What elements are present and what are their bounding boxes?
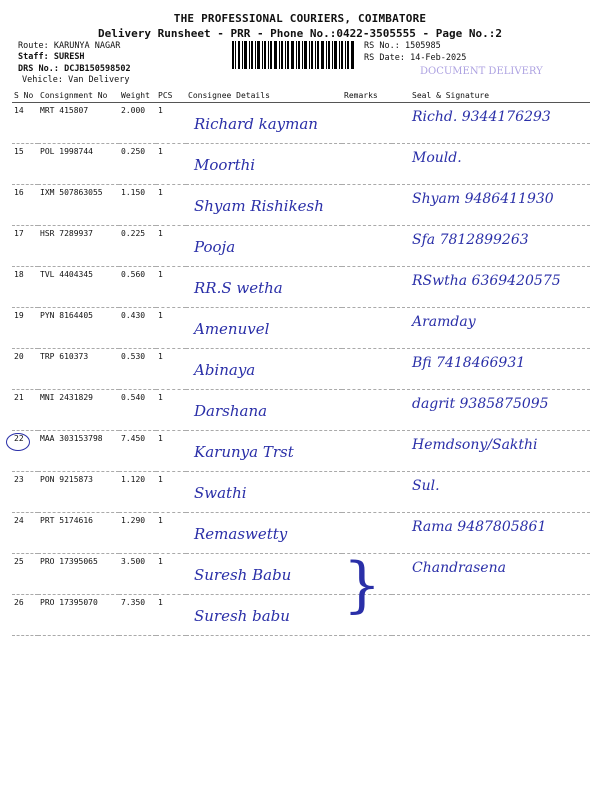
drs-line (18, 64, 131, 74)
cell-pcs: 1 (156, 390, 186, 431)
col-header-weight: Weight (119, 88, 156, 103)
staff-line (18, 52, 85, 62)
cell-sno: 18 (12, 267, 38, 308)
signature-handwriting: Hemdsony/Sakthi (412, 437, 538, 453)
cell-consignment: TVL 4404345 (38, 267, 119, 308)
consignee-handwriting: Swathi (194, 484, 247, 502)
delivery-stamp: DOCUMENT DELIVERY (420, 66, 543, 77)
cell-consignee (186, 308, 342, 349)
cell-remarks (342, 308, 392, 349)
cell-pcs: 1 (156, 185, 186, 226)
signature-handwriting: Richd. 9344176293 (412, 109, 551, 125)
staff-label: Staff: (18, 52, 49, 62)
cell-remarks (342, 472, 392, 513)
table-row (12, 431, 590, 472)
drs-value: DCJB150598502 (64, 64, 131, 74)
col-header-remarks: Remarks (342, 88, 392, 103)
table-row (12, 226, 590, 267)
rs-no-line (364, 41, 441, 51)
cell-weight: 1.290 (119, 513, 156, 554)
circle-mark-row-22 (6, 433, 30, 451)
cell-consignment: MRT 415807 (38, 103, 119, 144)
signature-handwriting: Bfi 7418466931 (412, 355, 526, 371)
consignee-handwriting: Richard kayman (194, 115, 318, 133)
cell-weight: 1.120 (119, 472, 156, 513)
vehicle-value: Van Delivery (68, 75, 130, 85)
cell-weight: 0.225 (119, 226, 156, 267)
cell-consignee (186, 267, 342, 308)
rs-date-line (364, 53, 466, 63)
cell-signature (392, 185, 590, 226)
cell-pcs: 1 (156, 595, 186, 636)
cell-pcs: 1 (156, 144, 186, 185)
cell-signature (392, 267, 590, 308)
table-body (12, 103, 590, 636)
runsheet-title: Delivery Runsheet - PRR - Phone No.:0422-3505555 - Page No.:2 (98, 27, 502, 40)
cell-consignee (186, 390, 342, 431)
cell-sno: 23 (12, 472, 38, 513)
rs-no-label: RS No.: (364, 41, 400, 51)
col-header-consignee: Consignee Details (186, 88, 342, 103)
signature-handwriting: dagrit 9385875095 (412, 396, 549, 412)
cell-sno: 20 (12, 349, 38, 390)
consignee-handwriting: Suresh Babu (194, 566, 292, 584)
consignee-handwriting: RR.S wetha (194, 279, 283, 297)
consignee-handwriting: Pooja (194, 238, 236, 256)
cell-remarks (342, 226, 392, 267)
cell-signature (392, 472, 590, 513)
cell-consignee (186, 185, 342, 226)
cell-consignment: POL 1998744 (38, 144, 119, 185)
cell-consignment: PRT 5174616 (38, 513, 119, 554)
cell-remarks (342, 390, 392, 431)
barcode-image (232, 41, 354, 69)
signature-handwriting: Aramday (412, 314, 476, 330)
cell-pcs: 1 (156, 472, 186, 513)
cell-consignment: PRO 17395065 (38, 554, 119, 595)
cell-signature (392, 308, 590, 349)
cell-signature (392, 103, 590, 144)
rs-date-value: 14-Feb-2025 (410, 53, 467, 63)
staff-value: SURESH (53, 52, 85, 62)
cell-weight: 0.530 (119, 349, 156, 390)
route-line (18, 41, 120, 51)
cell-consignment: IXM 507863055 (38, 185, 119, 226)
cell-sno: 25 (12, 554, 38, 595)
cell-remarks (342, 185, 392, 226)
consignee-handwriting: Karunya Trst (194, 443, 294, 461)
signature-handwriting: Rama 9487805861 (412, 519, 547, 535)
table-row (12, 595, 590, 636)
cell-pcs: 1 (156, 554, 186, 595)
cell-sno: 14 (12, 103, 38, 144)
rs-date-label: RS Date: (364, 53, 405, 63)
table-row (12, 349, 590, 390)
brace-mark: } (343, 550, 382, 620)
cell-weight: 2.000 (119, 103, 156, 144)
col-header-consignment: Consignment No (38, 88, 119, 103)
cell-remarks (342, 431, 392, 472)
cell-weight: 1.150 (119, 185, 156, 226)
col-header-signature: Seal & Signature (392, 88, 590, 103)
cell-consignee (186, 595, 342, 636)
cell-signature (392, 595, 590, 636)
cell-consignment: MNI 2431829 (38, 390, 119, 431)
table-row (12, 472, 590, 513)
consignee-handwriting: Darshana (194, 402, 268, 420)
signature-handwriting: RSwtha 6369420575 (412, 273, 561, 289)
cell-sno: 24 (12, 513, 38, 554)
cell-sno: 19 (12, 308, 38, 349)
cell-remarks (342, 144, 392, 185)
cell-remarks (342, 513, 392, 554)
cell-consignment: PON 9215873 (38, 472, 119, 513)
cell-pcs: 1 (156, 349, 186, 390)
col-header-pcs: PCS (156, 88, 186, 103)
cell-pcs: 1 (156, 226, 186, 267)
consignee-handwriting: Shyam Rishikesh (194, 197, 324, 215)
signature-handwriting: Sfa 7812899263 (412, 232, 529, 248)
table-row (12, 185, 590, 226)
signature-handwriting: Chandrasena (412, 560, 506, 576)
company-title: THE PROFESSIONAL COURIERS, COIMBATORE (173, 12, 427, 25)
runsheet-table (12, 88, 590, 636)
cell-remarks (342, 267, 392, 308)
cell-signature (392, 431, 590, 472)
route-value: KARUNYA NAGAR (53, 41, 121, 51)
cell-signature (392, 513, 590, 554)
table-row (12, 144, 590, 185)
cell-consignee (186, 226, 342, 267)
cell-consignee (186, 513, 342, 554)
table-row (12, 103, 590, 144)
cell-signature (392, 144, 590, 185)
cell-remarks (342, 103, 392, 144)
cell-pcs: 1 (156, 513, 186, 554)
cell-pcs: 1 (156, 103, 186, 144)
consignee-handwriting: Remaswetty (194, 525, 288, 543)
cell-sno: 17 (12, 226, 38, 267)
signature-handwriting: Mould. (412, 150, 462, 166)
signature-handwriting: Shyam 9486411930 (412, 191, 554, 207)
table-header-row (12, 88, 590, 103)
cell-consignee (186, 103, 342, 144)
cell-sno: 16 (12, 185, 38, 226)
consignee-handwriting: Moorthi (194, 156, 256, 174)
consignee-handwriting: Suresh babu (194, 607, 290, 625)
cell-remarks (342, 349, 392, 390)
cell-pcs: 1 (156, 431, 186, 472)
table-row (12, 513, 590, 554)
cell-consignment: HSR 7289937 (38, 226, 119, 267)
drs-label: DRS No.: (18, 64, 59, 74)
cell-signature (392, 554, 590, 595)
cell-consignee (186, 431, 342, 472)
cell-sno: 26 (12, 595, 38, 636)
cell-consignment: PYN 8164405 (38, 308, 119, 349)
table-row (12, 267, 590, 308)
cell-consignment: MAA 303153798 (38, 431, 119, 472)
cell-weight: 7.450 (119, 431, 156, 472)
cell-sno: 21 (12, 390, 38, 431)
cell-weight: 7.350 (119, 595, 156, 636)
route-label: Route: (18, 41, 49, 51)
col-header-sno: S No (12, 88, 38, 103)
cell-weight: 0.250 (119, 144, 156, 185)
consignee-handwriting: Abinaya (194, 361, 256, 379)
cell-weight: 3.500 (119, 554, 156, 595)
cell-weight: 0.430 (119, 308, 156, 349)
cell-weight: 0.540 (119, 390, 156, 431)
cell-consignment: TRP 610373 (38, 349, 119, 390)
cell-signature (392, 349, 590, 390)
cell-signature (392, 390, 590, 431)
cell-pcs: 1 (156, 308, 186, 349)
cell-pcs: 1 (156, 267, 186, 308)
cell-signature (392, 226, 590, 267)
cell-consignment: PRO 17395070 (38, 595, 119, 636)
vehicle-label: Vehicle: (22, 75, 63, 85)
table-row (12, 390, 590, 431)
cell-weight: 0.560 (119, 267, 156, 308)
consignee-handwriting: Amenuvel (194, 320, 270, 338)
cell-consignee (186, 472, 342, 513)
table-row (12, 308, 590, 349)
rs-no-value: 1505985 (404, 41, 441, 51)
cell-consignee (186, 554, 342, 595)
cell-sno: 15 (12, 144, 38, 185)
cell-consignee (186, 349, 342, 390)
cell-sno: 22 (12, 431, 38, 472)
table-row (12, 554, 590, 595)
signature-handwriting: Sul. (412, 478, 440, 494)
cell-consignee (186, 144, 342, 185)
vehicle-line (22, 75, 130, 85)
